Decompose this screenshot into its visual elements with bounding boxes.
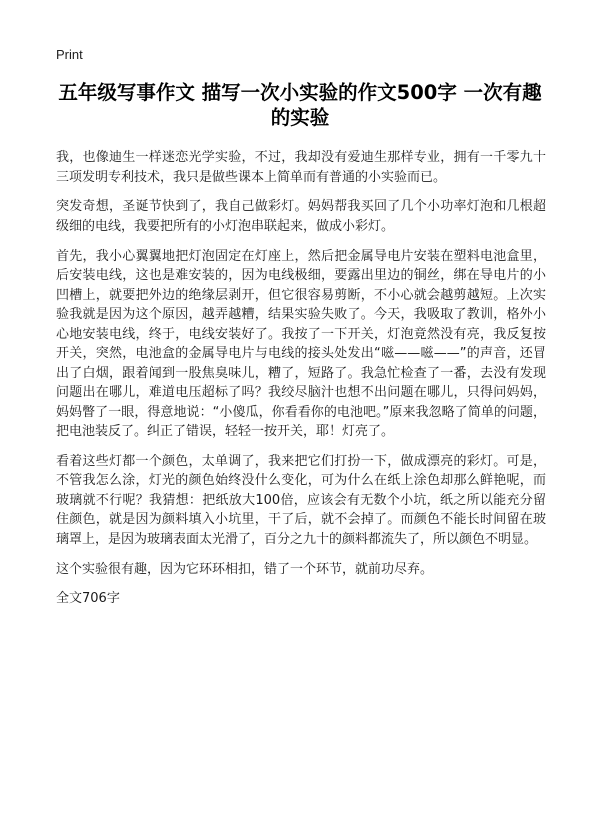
article-body: [56, 148, 546, 609]
paragraph: 这个实验很有趣，因为它环环相扣，错了一个环节，就前功尽弃。: [56, 561, 434, 577]
paragraph: 突发奇想，圣诞节快到了，我自己做彩灯。妈妈帮我买回了几个小功率灯泡和几根超级细的电线，我要把所有的小灯泡串联起来，做成小彩灯。: [56, 199, 546, 234]
paragraph: 首先，我小心翼翼地把灯泡固定在灯座上，然后把金属导电片安装在塑料电池盒里，后安装电线，这也是难安装的，因为电线极细，要露出里边的铜丝，绑在导电片的小凹槽上，就要把外边的绝缘层剥开，但它很容易剪断，不小心就会越剪越短。上次实验我就是因为这个原因，越弄越糟，结果实验失败了。今天，我吸取了教训，格外小心地安装电线，终于，电线安装好了。我按了一下开关，灯泡竟然没有亮，我反复按开关，突然，电池盒的金属导电片与电线的接头处发出“嗞——嗞——”的声音，还冒出了白烟，跟着闻到一股焦臭味儿，糟了，短路了。我急忙检查了一番，去没有发现问题出在哪儿，难道电压超标了吗？我绞尽脑汁也想不出问题在哪儿，只得问妈妈，妈妈瞥了一眼，得意地说：“小傻瓜，你看看你的电池吧。”原来我忽略了简单的问题，把电池装反了。纠正了错误，轻轻一按开关，耶！灯亮了。: [56, 248, 546, 440]
paragraph: 看着这些灯都一个颜色，太单调了，我来把它们打扮一下，做成漂亮的彩灯。可是，不管我怎么涂，灯光的颜色始终没什么变化，可为什么在纸上涂色却那么鲜艳呢，而玻璃就不行呢？我猜想：把纸放大100倍，应该会有无数个小坑，纸之所以能充分留住颜色，就是因为颜料填入小坑里，干了后，就不会掉了。而颜色不能长时间留在玻璃罩上，是因为玻璃表面太光滑了，百分之九十的颜料都流失了，所以颜色不明显。: [56, 453, 546, 547]
paragraph: 我，也像迪生一样迷恋光学实验，不过，我却没有爱迪生那样专业，拥有一千零九十三项发明专利技术，我只是做些课本上简单而有普通的小实验而已。: [56, 150, 546, 185]
word-count: 全文706字: [56, 591, 120, 607]
print-link[interactable]: Print: [56, 47, 83, 62]
page-title: 五年级写事作文 描写一次小实验的作文500字 一次有趣的实验: [58, 81, 542, 129]
